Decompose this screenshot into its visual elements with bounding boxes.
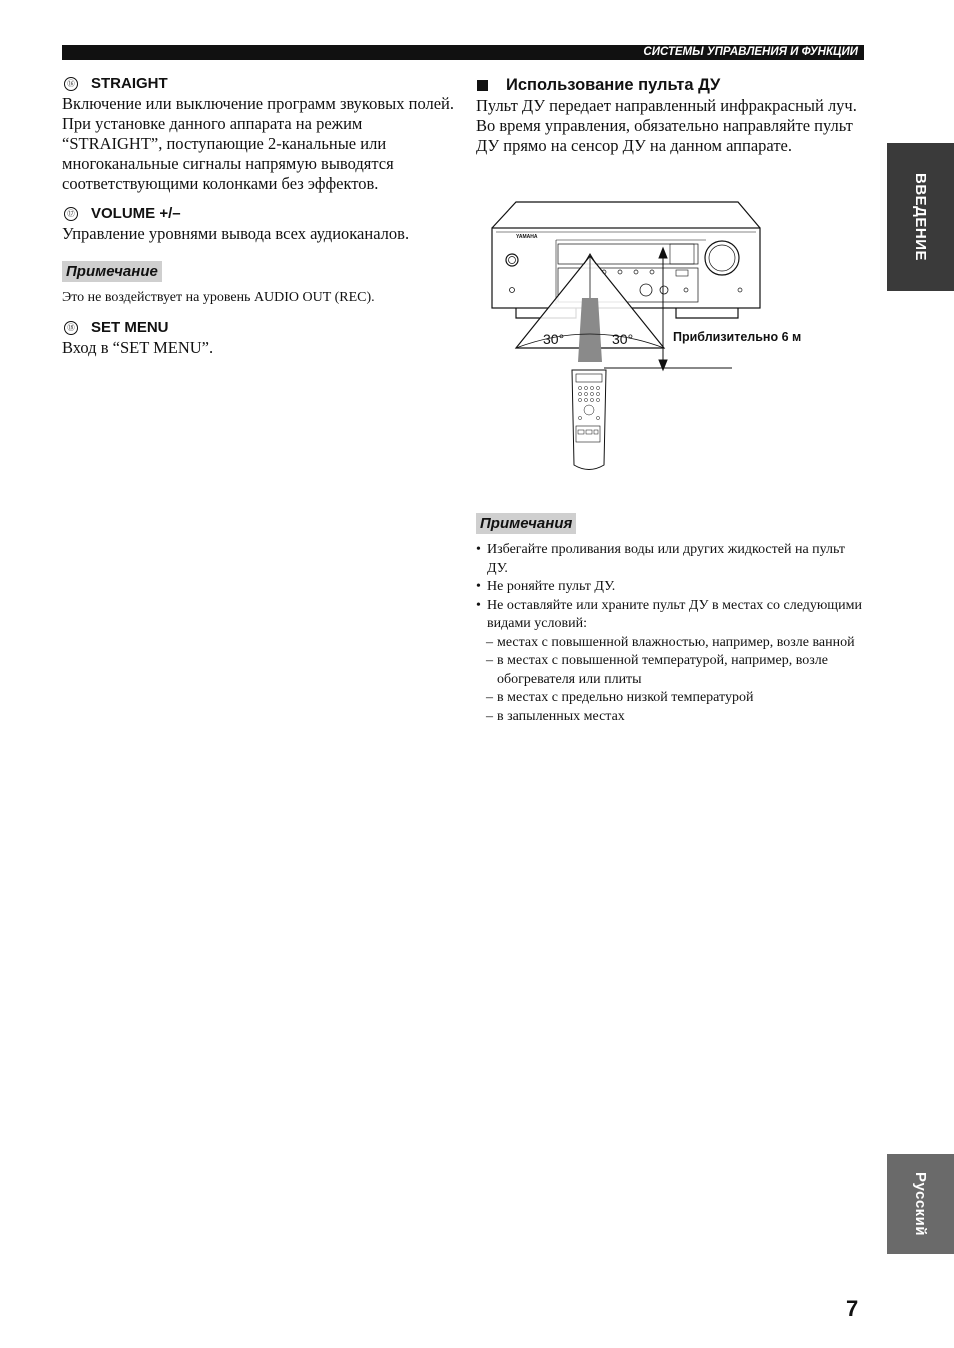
left-column xyxy=(62,74,454,358)
subnote-item: – в местах с предельно низкой температурой xyxy=(486,690,754,705)
subnote-item: – в запыленных местах xyxy=(486,708,625,724)
square-bullet-icon xyxy=(477,80,488,91)
remote-control-illustration xyxy=(572,370,606,470)
item-17-title: VOLUME +/– xyxy=(91,205,181,222)
item-17-heading xyxy=(62,204,454,224)
notes-label: Примечания xyxy=(476,513,576,534)
section-tab-introduction-label: ВВЕДЕНИЕ xyxy=(912,173,929,261)
angle-right-label: 30° xyxy=(612,331,634,347)
note-item: • Избегайте проливания воды или других жидкостей на пульт ДУ. xyxy=(476,542,846,576)
notes-list xyxy=(476,541,868,634)
note-label: Примечание xyxy=(62,261,162,282)
remote-section-title-text: Использование пульта ДУ xyxy=(506,76,721,94)
receiver-brand-label: YAMAHA xyxy=(516,234,538,240)
item-18-title: SET MENU xyxy=(91,318,169,336)
notes-block xyxy=(476,513,868,726)
note-text: Это не воздействует на уровень AUDIO OUT (REC). xyxy=(62,290,375,305)
angle-left-label: 30° xyxy=(543,331,565,347)
item-16-title: STRAIGHT xyxy=(91,75,168,92)
remote-section-title xyxy=(476,74,868,96)
remote-para-1: Пульт ДУ передает направленный инфракрасный луч. xyxy=(476,96,857,115)
item-17-text: Управление уровнями вывода всех аудиоканалов. xyxy=(62,224,410,243)
language-tab-russian-label: Русский xyxy=(912,1171,929,1237)
item-18-number: ⑱ xyxy=(64,321,78,335)
remote-range-diagram xyxy=(476,190,868,490)
language-tab-russian xyxy=(887,1154,954,1254)
item-16-number: ⑯ xyxy=(64,77,78,91)
section-tab-introduction xyxy=(887,143,954,291)
remote-para-2: Во время управления, обязательно направляйте пульт ДУ прямо на сенсор ДУ на данном аппарате. xyxy=(476,116,853,155)
distance-label: Приблизительно 6 м xyxy=(673,330,802,344)
subnote-item: – местах с повышенной влажностью, например, возле ванной xyxy=(486,634,855,650)
subnote-item: – в местах с повышенной температурой, например, возле обогревателя или плиты xyxy=(486,653,828,687)
note-item: • Не оставляйте или храните пульт ДУ в местах со следующими видами условий: xyxy=(476,597,862,631)
note-block xyxy=(62,261,454,308)
item-17-number: ⑰ xyxy=(64,207,78,221)
item-18-heading xyxy=(62,318,454,338)
page-number: 7 xyxy=(846,1296,859,1321)
section-header-bar: СИСТЕМЫ УПРАВЛЕНИЯ И ФУНКЦИИ xyxy=(62,45,864,60)
item-16-text: Включение или выключение программ звуковых полей. При установке данного аппарата на режим “STRAIGHT”, поступающие 2-канальные или многоканальные сигналы напрямую выводятся соответствующими колонками без эффектов. xyxy=(62,94,454,193)
item-16-heading xyxy=(62,74,454,94)
right-column xyxy=(476,74,868,156)
item-18-text: Вход в “SET MENU”. xyxy=(62,337,214,357)
note-item: • Не роняйте пульт ДУ. xyxy=(476,579,616,594)
